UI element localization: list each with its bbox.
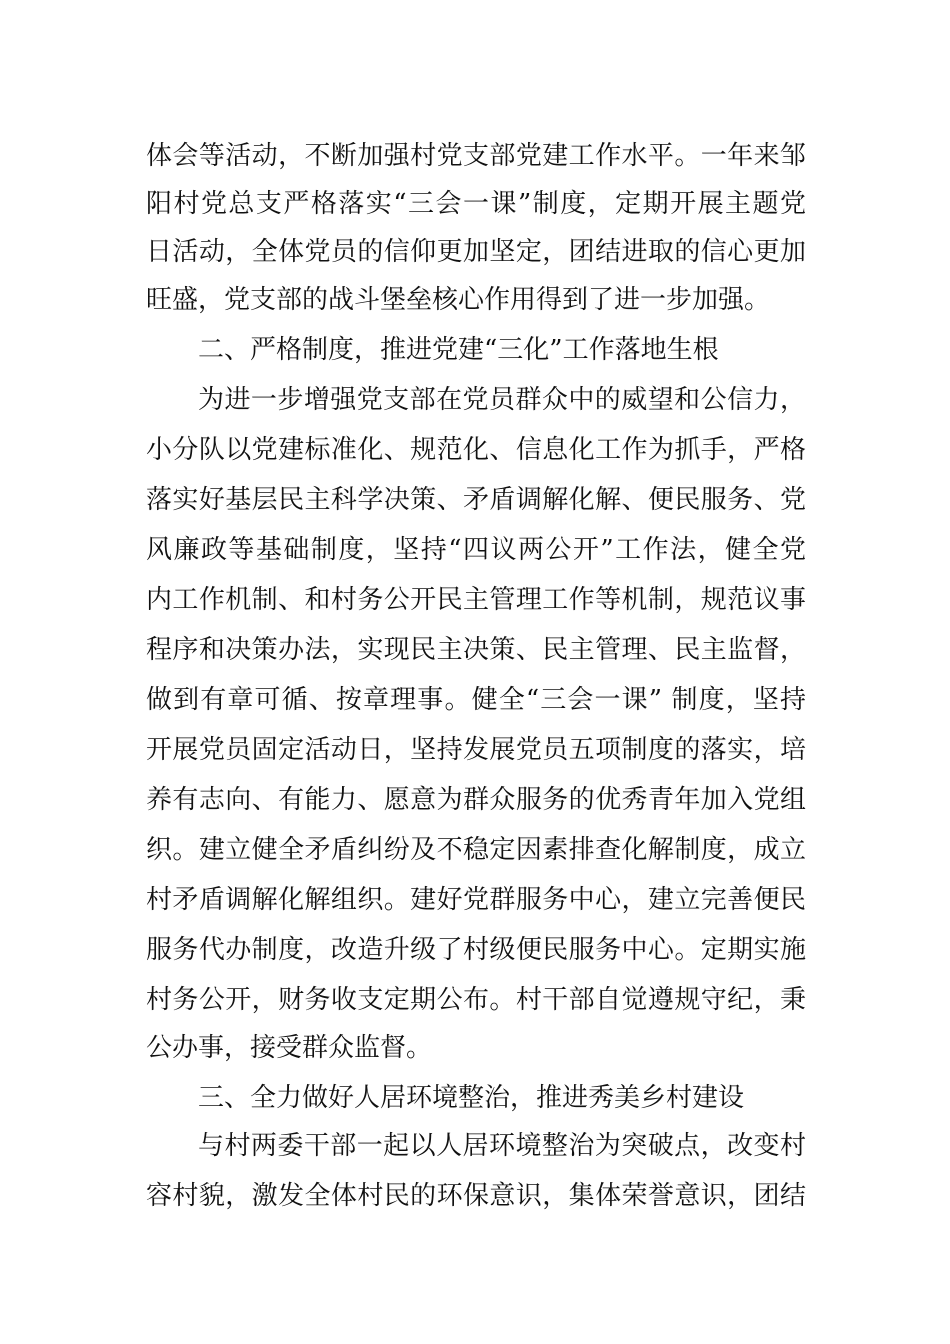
text-line: 养有志向、有能力、愿意为群众服务的优秀青年加入党组 <box>146 785 806 815</box>
text-line: 小分队以党建标准化、规范化、信息化工作为抓手，严格 <box>146 435 806 465</box>
text-line: 内工作机制、和村务公开民主管理工作等机制，规范议事 <box>146 585 806 615</box>
text-line: 与村两委干部一起以人居环境整治为突破点，改变村 <box>198 1131 806 1161</box>
text-line: 为进一步增强党支部在党员群众中的威望和公信力， <box>198 385 806 415</box>
text-line: 日活动，全体党员的信仰更加坚定，团结进取的信心更加 <box>146 237 806 267</box>
section-heading: 二、严格制度，推进党建“三化”工作落地生根 <box>198 335 719 365</box>
text-line: 村矛盾调解化解组织。建好党群服务中心，建立完善便民 <box>146 885 806 915</box>
text-line: 织。建立健全矛盾纠纷及不稳定因素排查化解制度，成立 <box>146 835 806 865</box>
text-line: 公办事，接受群众监督。 <box>146 1033 433 1063</box>
text-line: 做到有章可循、按章理事。健全“三会一课” 制度，坚持 <box>146 685 806 715</box>
text-line: 村务公开，财务收支定期公布。村干部自觉遵规守纪，秉 <box>146 985 806 1015</box>
text-line: 程序和决策办法，实现民主决策、民主管理、民主监督， <box>146 635 806 665</box>
text-line: 开展党员固定活动日，坚持发展党员五项制度的落实，培 <box>146 735 806 765</box>
text-line: 服务代办制度，改造升级了村级便民服务中心。定期实施 <box>146 935 806 965</box>
text-line: 阳村党总支严格落实“三会一课”制度，定期开展主题党 <box>146 189 806 219</box>
text-line: 风廉政等基础制度，坚持“四议两公开”工作法，健全党 <box>146 535 806 565</box>
text-line: 体会等活动，不断加强村党支部党建工作水平。一年来邹 <box>146 141 806 171</box>
text-line: 旺盛，党支部的战斗堡垒核心作用得到了进一步加强。 <box>146 285 771 315</box>
section-heading: 三、全力做好人居环境整治，推进秀美乡村建设 <box>198 1083 745 1113</box>
text-line: 容村貌，激发全体村民的环保意识，集体荣誉意识，团结 <box>146 1181 806 1211</box>
text-line: 落实好基层民主科学决策、矛盾调解化解、便民服务、党 <box>146 485 806 515</box>
